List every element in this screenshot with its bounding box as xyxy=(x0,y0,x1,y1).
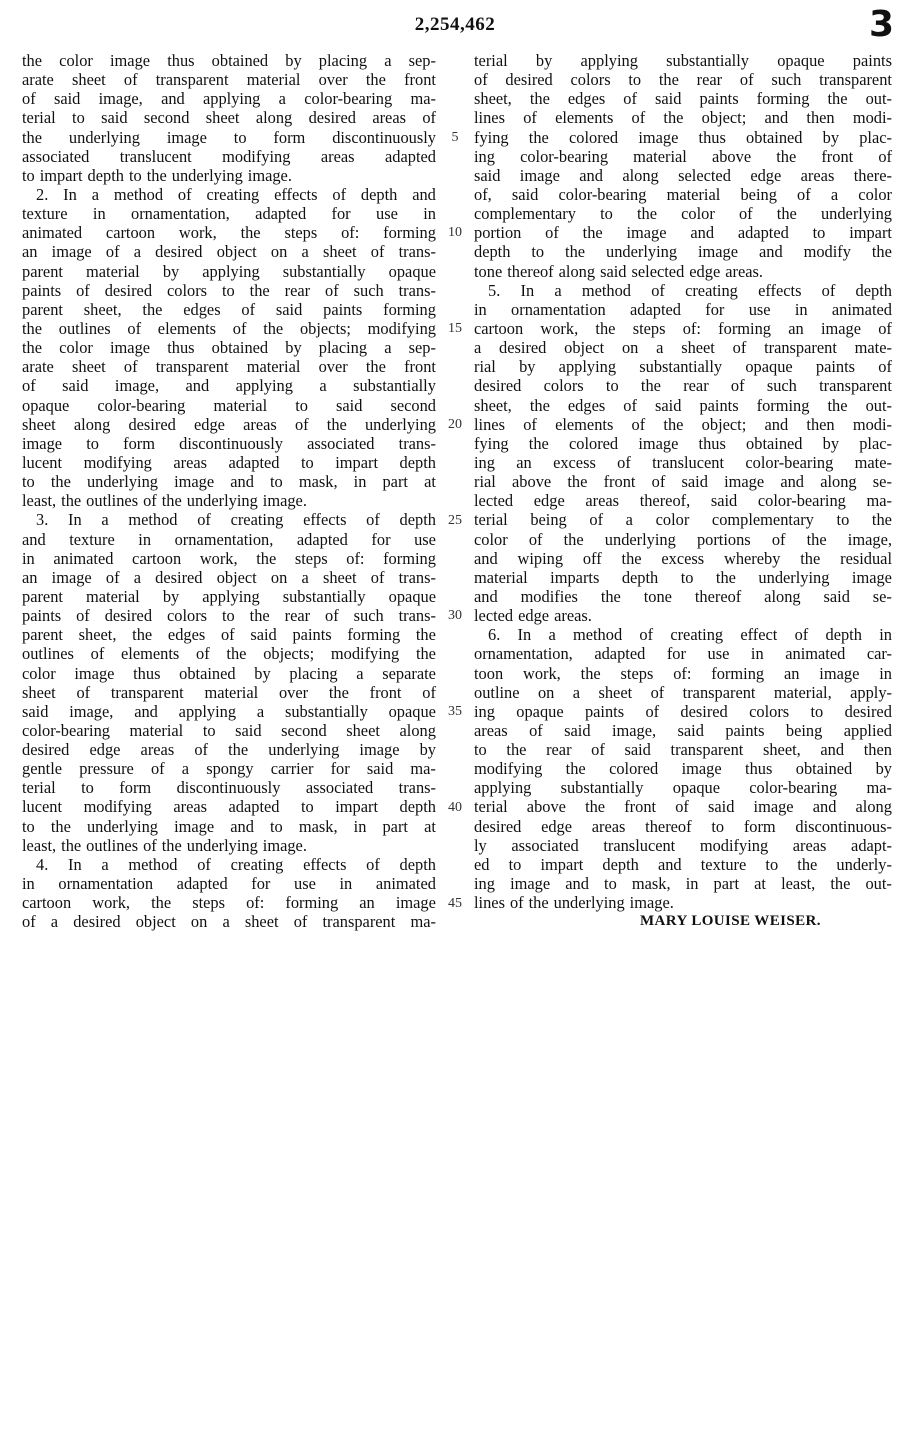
text-line: material imparts depth to the underlying image xyxy=(474,567,892,587)
text-line: sheet, the edges of said paints forming the out- xyxy=(474,89,892,109)
text-line: toon work, the steps of: forming an image in xyxy=(474,663,892,683)
text-line: 6. In a method of creating effect of depth in xyxy=(488,625,892,645)
text-line: parent sheet, the edges of said paints forming the xyxy=(22,625,436,645)
text-line: image to form discontinuously associated trans- xyxy=(22,433,436,453)
text-line: desired colors to the rear of such transparent xyxy=(474,376,892,396)
text-line: color image thus obtained by placing a separate xyxy=(22,663,436,683)
text-line: opaque color-bearing material to said second xyxy=(22,395,436,415)
text-line: in animated cartoon work, the steps of: forming xyxy=(22,548,436,568)
text-line: lines of the underlying image. xyxy=(474,893,674,913)
text-line: of, said color-bearing material being of a color xyxy=(474,184,892,204)
text-line: ed to impart depth and texture to the underly- xyxy=(474,854,892,874)
text-line: 3. In a method of creating effects of depth xyxy=(36,510,436,530)
text-line: cartoon work, the steps of: forming an image xyxy=(22,893,436,913)
text-line: the color image thus obtained by placing a sep- xyxy=(22,51,436,70)
page-number: 3 xyxy=(868,4,894,45)
line-number: 45 xyxy=(448,895,462,911)
text-line: the color image thus obtained by placing a sep- xyxy=(22,338,436,358)
line-number: 15 xyxy=(448,321,462,337)
text-line: a desired object on a sheet of transparent mate- xyxy=(474,338,892,358)
text-line: depth to the underlying image and modify the xyxy=(474,242,892,262)
text-line: ing color-bearing material above the front of xyxy=(474,146,892,166)
text-line: terial to said second sheet along desired areas of xyxy=(22,108,436,128)
text-line: lucent modifying areas adapted to impart depth xyxy=(22,797,436,817)
text-line: parent material by applying substantially opaque xyxy=(22,586,436,606)
patent-number: 2,254,462 xyxy=(414,14,496,35)
line-number: 10 xyxy=(448,225,462,241)
text-line: lines of elements of the object; and then modi- xyxy=(474,108,892,128)
text-line: arate sheet of transparent material over the front xyxy=(22,357,436,377)
text-line: rial above the front of said image and along se- xyxy=(474,472,892,492)
text-line: paints of desired colors to the rear of such trans- xyxy=(22,280,436,300)
text-line: to the rear of said transparent sheet, and then xyxy=(474,740,892,760)
text-line: sheet, the edges of said paints forming the out- xyxy=(474,395,892,415)
text-line: sheet of transparent material over the front of xyxy=(22,682,436,702)
text-line: paints of desired colors to the rear of such trans- xyxy=(22,606,436,626)
text-line: rial by applying substantially opaque paints of xyxy=(474,357,892,377)
text-line: parent sheet, the edges of said paints forming xyxy=(22,299,436,319)
text-line: outlines of elements of the objects; modifying the xyxy=(22,644,436,664)
text-line: in ornamentation adapted for use in animated xyxy=(474,299,892,319)
text-line: modifying the colored image thus obtained by xyxy=(474,759,892,779)
text-line: ly associated translucent modifying areas adapt- xyxy=(474,835,892,855)
text-line: outline on a sheet of transparent material, apply- xyxy=(474,682,892,702)
text-line: fying the colored image thus obtained by plac- xyxy=(474,127,892,147)
text-line: parent material by applying substantially opaque xyxy=(22,261,436,281)
text-line: the outlines of elements of the objects; modifying xyxy=(22,318,436,338)
text-line: color of the underlying portions of the image, xyxy=(474,529,892,549)
text-line: ornamentation, adapted for use in animated car- xyxy=(474,644,892,664)
text-line: color-bearing material to said second sheet along xyxy=(22,720,436,740)
text-line: terial above the front of said image and along xyxy=(474,797,892,817)
text-line: 5. In a method of creating effects of depth xyxy=(488,280,892,300)
line-number: 40 xyxy=(448,799,462,815)
text-line: of a desired object on a sheet of transparent ma- xyxy=(22,912,436,932)
text-line: areas of said image, said paints being applied xyxy=(474,720,892,740)
text-line: gentle pressure of a spongy carrier for said ma- xyxy=(22,759,436,779)
text-line: lected edge areas thereof, said color-bearing ma- xyxy=(474,491,892,511)
text-line: terial by applying substantially opaque paints xyxy=(474,51,892,70)
text-line: lucent modifying areas adapted to impart depth xyxy=(22,452,436,472)
text-line: desired edge areas of the underlying image by xyxy=(22,740,436,760)
line-number: 20 xyxy=(448,416,462,432)
text-line: 2. In a method of creating effects of depth and xyxy=(36,184,436,204)
signature: MARY LOUISE WEISER. xyxy=(640,913,821,929)
text-line: an image of a desired object on a sheet of trans- xyxy=(22,567,436,587)
text-line: and wiping off the excess whereby the residual xyxy=(474,548,892,568)
text-line: said image, and applying a substantially opaque xyxy=(22,701,436,721)
text-line: 4. In a method of creating effects of depth xyxy=(36,854,436,874)
text-line: least, the outlines of the underlying image. xyxy=(22,835,307,855)
left-column xyxy=(22,51,436,931)
text-line: cartoon work, the steps of: forming an image of xyxy=(474,318,892,338)
text-line: ing an excess of translucent color-bearing mate- xyxy=(474,452,892,472)
text-line: in ornamentation adapted for use in animated xyxy=(22,874,436,894)
text-line: arate sheet of transparent material over the front xyxy=(22,70,436,90)
text-line: complementary to the color of the underlying xyxy=(474,204,892,224)
text-line: least, the outlines of the underlying image. xyxy=(22,491,307,511)
text-line: tone thereof along said selected edge areas. xyxy=(474,261,763,281)
text-line: associated translucent modifying areas adapted xyxy=(22,146,436,166)
text-line: sheet along desired edge areas of the underlying xyxy=(22,414,436,434)
text-line: terial to form discontinuously associated trans- xyxy=(22,778,436,798)
text-line: an image of a desired object on a sheet of trans- xyxy=(22,242,436,262)
text-line: ing image and to mask, in part at least, the out- xyxy=(474,874,892,894)
line-number: 35 xyxy=(448,704,462,720)
line-number: 30 xyxy=(448,608,462,624)
text-line: fying the colored image thus obtained by plac- xyxy=(474,433,892,453)
text-line: and modifies the tone thereof along said se- xyxy=(474,586,892,606)
text-line: of said image, and applying a color-bearing ma- xyxy=(22,89,436,109)
text-line: and texture in ornamentation, adapted for use xyxy=(22,529,436,549)
text-line: portion of the image and adapted to impart xyxy=(474,223,892,243)
text-line: applying substantially opaque color-bearing ma- xyxy=(474,778,892,798)
line-number: 25 xyxy=(448,512,462,528)
text-line: the underlying image to form discontinuously xyxy=(22,127,436,147)
text-line: said image and along selected edge areas there- xyxy=(474,165,892,185)
right-column xyxy=(474,51,892,912)
text-line: desired edge areas thereof to form discontinuous- xyxy=(474,816,892,836)
text-line: terial being of a color complementary to the xyxy=(474,510,892,530)
text-line: lines of elements of the object; and then modi- xyxy=(474,414,892,434)
text-line: to impart depth to the underlying image. xyxy=(22,165,292,185)
text-line: of said image, and applying a substantially xyxy=(22,376,436,396)
text-line: animated cartoon work, the steps of: forming xyxy=(22,223,436,243)
text-line: to the underlying image and to mask, in part at xyxy=(22,472,436,492)
text-line: of desired colors to the rear of such transparent xyxy=(474,70,892,90)
line-number: 5 xyxy=(451,129,459,145)
text-line: texture in ornamentation, adapted for use in xyxy=(22,204,436,224)
text-line: ing opaque paints of desired colors to desired xyxy=(474,701,892,721)
text-line: lected edge areas. xyxy=(474,606,592,626)
text-line: to the underlying image and to mask, in part at xyxy=(22,816,436,836)
